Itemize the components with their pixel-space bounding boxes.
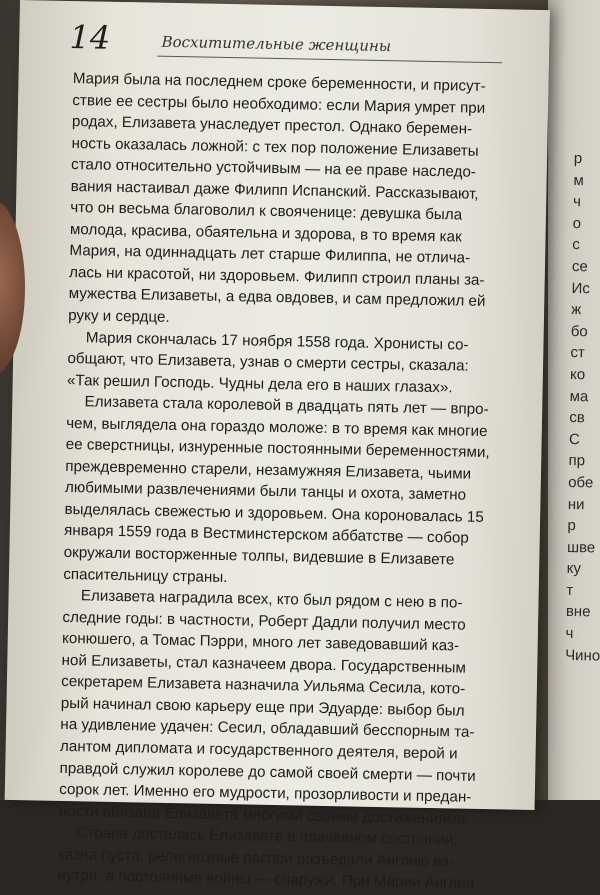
facing-page-fragment: ч <box>572 193 582 211</box>
text-line: ствие ее сестры было необходимо: если Мария умрет при <box>72 91 486 117</box>
text-line: лась ни красотой, ни здоровьем. Филипп строил планы за- <box>68 263 485 289</box>
text-line: ной Елизаветы, стал казначеем двора. Государственным <box>61 651 467 677</box>
facing-page-fragment: Чино <box>565 646 600 665</box>
text-line: чем, выглядела она гораздо моложе: в то время как многие <box>66 414 488 440</box>
facing-page-fragment: С <box>568 430 580 448</box>
text-line: ности обязана Елизавета многими своими достижениями. <box>58 802 470 828</box>
page-header <box>69 18 510 66</box>
facing-page-fragment: м <box>573 171 584 189</box>
text-line: спасительницу страны. <box>63 565 228 586</box>
facing-page-fragment: се <box>571 257 588 276</box>
text-line: секретарем Елизавета назначила Уильяма Сесила, кото- <box>61 673 466 698</box>
facing-page-fragment: ж <box>571 301 582 319</box>
facing-page-fragment: ни <box>567 495 585 513</box>
facing-page-fragment: шве <box>566 538 596 557</box>
text-line: лантом дипломата и государственного деятеля, верой и <box>59 737 458 763</box>
facing-page-fragment: обе <box>568 473 594 492</box>
text-line: руку и сердце. <box>68 306 170 326</box>
text-line: любимыми развлечениями были танцы и охота, заметно <box>64 479 467 505</box>
text-line: правдой служил королеве до самой своей смерти — почти <box>59 759 476 785</box>
text-line: Страна досталась Елизавете в плачевном состоянии: <box>76 824 458 849</box>
facing-page-fragment: р <box>573 149 583 168</box>
facing-page-fragment: ма <box>569 387 589 405</box>
text-line: ность оказалась ложной: с тех пор положение Елизаветы <box>71 134 479 160</box>
text-line: окружали восторженные толпы, видевшие в Елизавете <box>63 543 455 569</box>
facing-page-fragment: вне <box>565 603 591 621</box>
text-line: следние годы: в частности, Роберт Дадли получил место <box>62 608 466 634</box>
text-line: Мария, на одиннадцать лет старше Филиппа, не отлича- <box>69 242 471 268</box>
facing-page-fragment: с <box>572 236 580 254</box>
text-line: Мария скончалась 17 ноября 1558 года. Хронисты со- <box>85 328 469 354</box>
facing-page-fragment: ст <box>570 344 585 362</box>
facing-page-fragment: св <box>569 409 585 427</box>
text-line: ее сверстницы, изнуренные постоянными беременностями, <box>65 436 490 462</box>
text-line: на удивление удачен: Сесил, обладавший бесспорным та- <box>60 716 475 742</box>
running-title: Восхитительные женщины <box>161 32 392 56</box>
text-line: мужества Елизаветы, а едва овдовев, и сам предложил ей <box>68 285 486 311</box>
text-line: сорок лет. Именно его мудрости, прозорливости и предан- <box>58 780 472 806</box>
text-line: Елизавета наградила всех, кто был рядом с нею в по- <box>80 587 463 612</box>
text-line: января 1559 года в Вестминстерском аббатстве — собор <box>63 522 469 548</box>
facing-page-fragment: о <box>572 214 582 232</box>
facing-page-fragment: ч <box>565 624 574 643</box>
text-line: Мария была на последнем сроке беременности, и присут- <box>72 69 486 95</box>
text-line: стало относительно устойчивым — на ее праве наследо- <box>70 156 477 181</box>
text-line: вания настаивал даже Филипп Испанский. Рассказывают, <box>70 177 479 203</box>
facing-page-fragment: т <box>566 581 574 599</box>
facing-page-fragment: ку <box>566 560 582 578</box>
text-line: конюшего, а Томас Пэрри, много лет заведовавший каз- <box>61 630 460 655</box>
page-number: 14 <box>69 18 111 57</box>
facing-page-fragment: бо <box>570 322 588 341</box>
text-line: нутри, а постоянные войны — снаружи. При Марии Англия <box>57 867 475 893</box>
facing-page-fragment: р <box>567 517 576 535</box>
text-line: «Так решил Господь. Чудны дела его в наших глазах». <box>66 371 453 397</box>
text-line: преждевременно старели, незамужняя Елизавета, чьими <box>65 457 472 483</box>
text-line: казна пуста, религиозные распри разъедали Англию из- <box>57 845 455 871</box>
text-line: Елизавета стала королевой в двадцать пять лет — впро- <box>84 393 489 419</box>
text-line: общают, что Елизавета, узнав о смерти сестры, сказала: <box>67 350 469 375</box>
text-line: рый начинал свою карьеру еще при Эдуарде: выбор был <box>60 694 465 720</box>
facing-page-fragment: Ис <box>571 279 590 297</box>
text-line: родах, Елизавета унаследует престол. Однако беремен- <box>71 113 473 138</box>
text-line: выделялась свежестью и здоровьем. Она короновалась 15 <box>64 500 484 526</box>
facing-page-fragment: пр <box>568 452 586 470</box>
body-text <box>57 68 513 895</box>
text-line: молода, красива, обаятельна и здорова, в то время как <box>69 220 462 246</box>
facing-page-fragment: ко <box>569 365 586 384</box>
text-line: что он весьма благоволил к свояченице: девушка была <box>70 199 463 224</box>
